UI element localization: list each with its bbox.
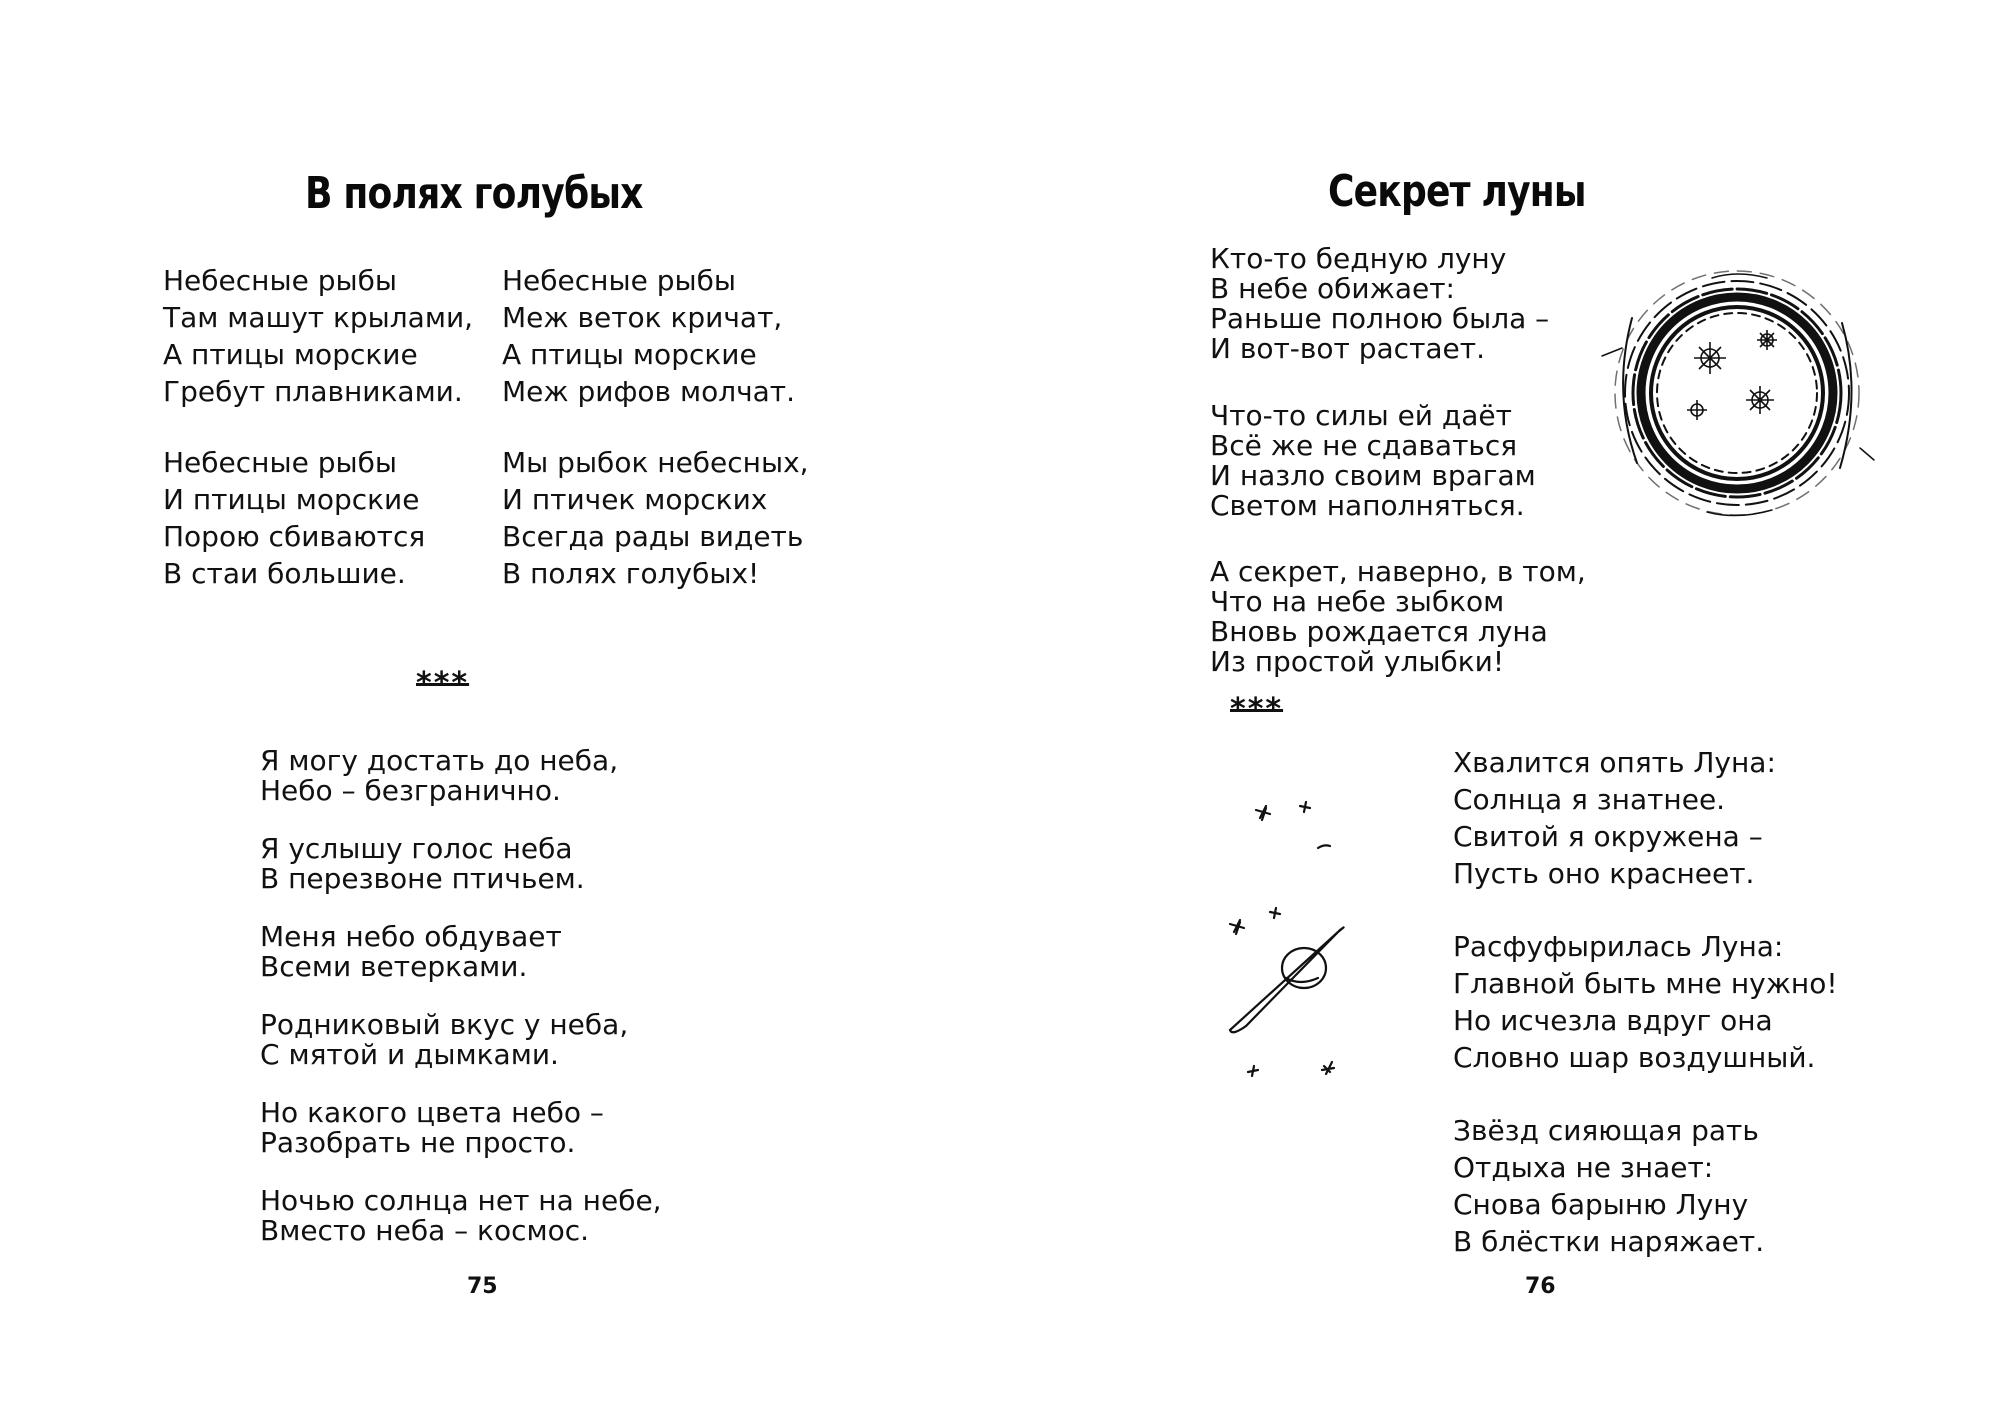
section-separator: *** xyxy=(416,666,470,701)
poem-line: Солнца я знатнее. xyxy=(1453,783,1726,816)
poem-line: Гребут плавниками. xyxy=(163,375,463,408)
poem-line: В полях голубых! xyxy=(502,557,760,590)
poem-line: Разобрать не просто. xyxy=(260,1126,576,1159)
right-page xyxy=(1000,0,2000,1416)
poem-line: Словно шар воздушный. xyxy=(1453,1041,1816,1074)
poem-line: Отдыха не знает: xyxy=(1453,1151,1714,1184)
poem-line: А секрет, наверно, в том, xyxy=(1210,555,1586,588)
poem-line: Небесные рыбы xyxy=(502,264,736,297)
poem-stanza xyxy=(1210,244,1549,364)
poem-line: Родниковый вкус у неба, xyxy=(260,1008,629,1041)
poem-line: Расфуфырилась Луна: xyxy=(1453,930,1784,963)
poem-line: А птицы морские xyxy=(502,338,757,371)
poem-line: Меж веток кричат, xyxy=(502,301,783,334)
poem-line: Всегда рады видеть xyxy=(502,520,804,553)
poem-line: Главной быть мне нужно! xyxy=(1453,967,1838,1000)
poem-line: Порою сбиваются xyxy=(163,520,426,553)
poem-line: Что на небе зыбком xyxy=(1210,585,1505,618)
ringed-planet-drawing-icon xyxy=(1226,790,1386,1090)
poem-line: Меж рифов молчат. xyxy=(502,375,796,408)
poem-line: Вновь рождается луна xyxy=(1210,615,1548,648)
poem-line: Всё же не сдаваться xyxy=(1210,429,1518,462)
poem-line: Кто-то бедную луну xyxy=(1210,242,1507,275)
poem-line: Вместо неба – космос. xyxy=(260,1214,590,1247)
poem-line: В небе обижает: xyxy=(1210,272,1455,305)
poem-line: Но исчезла вдруг она xyxy=(1453,1004,1773,1037)
poem-line: И назло своим врагам xyxy=(1210,459,1536,492)
page-title: Секрет луны xyxy=(1328,166,1586,217)
poem-stanza xyxy=(502,444,809,592)
poem-line: И птичек морских xyxy=(502,483,768,516)
poem-line: Небесные рыбы xyxy=(163,446,397,479)
poem-line: Свитой я окружена – xyxy=(1453,820,1763,853)
poem-stanza xyxy=(1453,928,1838,1076)
poem-line: И птицы морские xyxy=(163,483,420,516)
poem-line: Мы рыбок небесных, xyxy=(502,446,809,479)
poem-line: Из простой улыбки! xyxy=(1210,645,1505,678)
poem-line: Там машут крылами, xyxy=(163,301,474,334)
poem-line: А птицы морские xyxy=(163,338,418,371)
poem-line: Раньше полною была – xyxy=(1210,302,1550,335)
poem-stanza xyxy=(260,834,585,894)
poem-line: В перезвоне птичьем. xyxy=(260,862,585,895)
poem-line: Небесные рыбы xyxy=(163,264,397,297)
poem-stanza xyxy=(260,1098,604,1158)
poem-stanza xyxy=(163,444,425,592)
poem-line: Что-то силы ей даёт xyxy=(1210,399,1512,432)
poem-line: С мятой и дымками. xyxy=(260,1038,559,1071)
poem-line: Светом наполняться. xyxy=(1210,489,1525,522)
poem-stanza xyxy=(260,746,618,806)
poem-line: Я услышу голос неба xyxy=(260,832,573,865)
poem-line: Но какого цвета небо – xyxy=(260,1096,604,1129)
poem-line: Всеми ветерками. xyxy=(260,950,528,983)
poem-line: Звёзд сияющая рать xyxy=(1453,1114,1759,1147)
poem-stanza xyxy=(1453,1112,1764,1260)
poem-stanza xyxy=(1453,744,1776,892)
poem-line: Меня небо обдувает xyxy=(260,920,562,953)
poem-line: Хвалится опять Луна: xyxy=(1453,746,1776,779)
poem-stanza xyxy=(260,922,562,982)
poem-stanza xyxy=(502,262,795,410)
poem-line: Ночью солнца нет на небе, xyxy=(260,1184,662,1217)
poem-line: Я могу достать до неба, xyxy=(260,744,619,777)
page-number: 76 xyxy=(1525,1274,1556,1299)
poem-stanza xyxy=(1210,401,1536,521)
poem-stanza xyxy=(260,1186,662,1246)
poem-stanza xyxy=(1210,557,1586,677)
poem-line: Небо – безгранично. xyxy=(260,774,561,807)
page-title: В полях голубых xyxy=(305,168,643,219)
poem-line: В стаи большие. xyxy=(163,557,406,590)
poem-line: И вот-вот растает. xyxy=(1210,332,1485,365)
moon-drawing-icon xyxy=(1592,248,1882,538)
poem-line: Пусть оно краснеет. xyxy=(1453,857,1755,890)
poem-stanza xyxy=(260,1010,628,1070)
section-separator: *** xyxy=(1230,692,1284,727)
page-number: 75 xyxy=(467,1274,498,1299)
poem-line: Снова барыню Луну xyxy=(1453,1188,1749,1221)
poem-line: В блёстки наряжает. xyxy=(1453,1225,1765,1258)
poem-stanza xyxy=(163,262,473,410)
